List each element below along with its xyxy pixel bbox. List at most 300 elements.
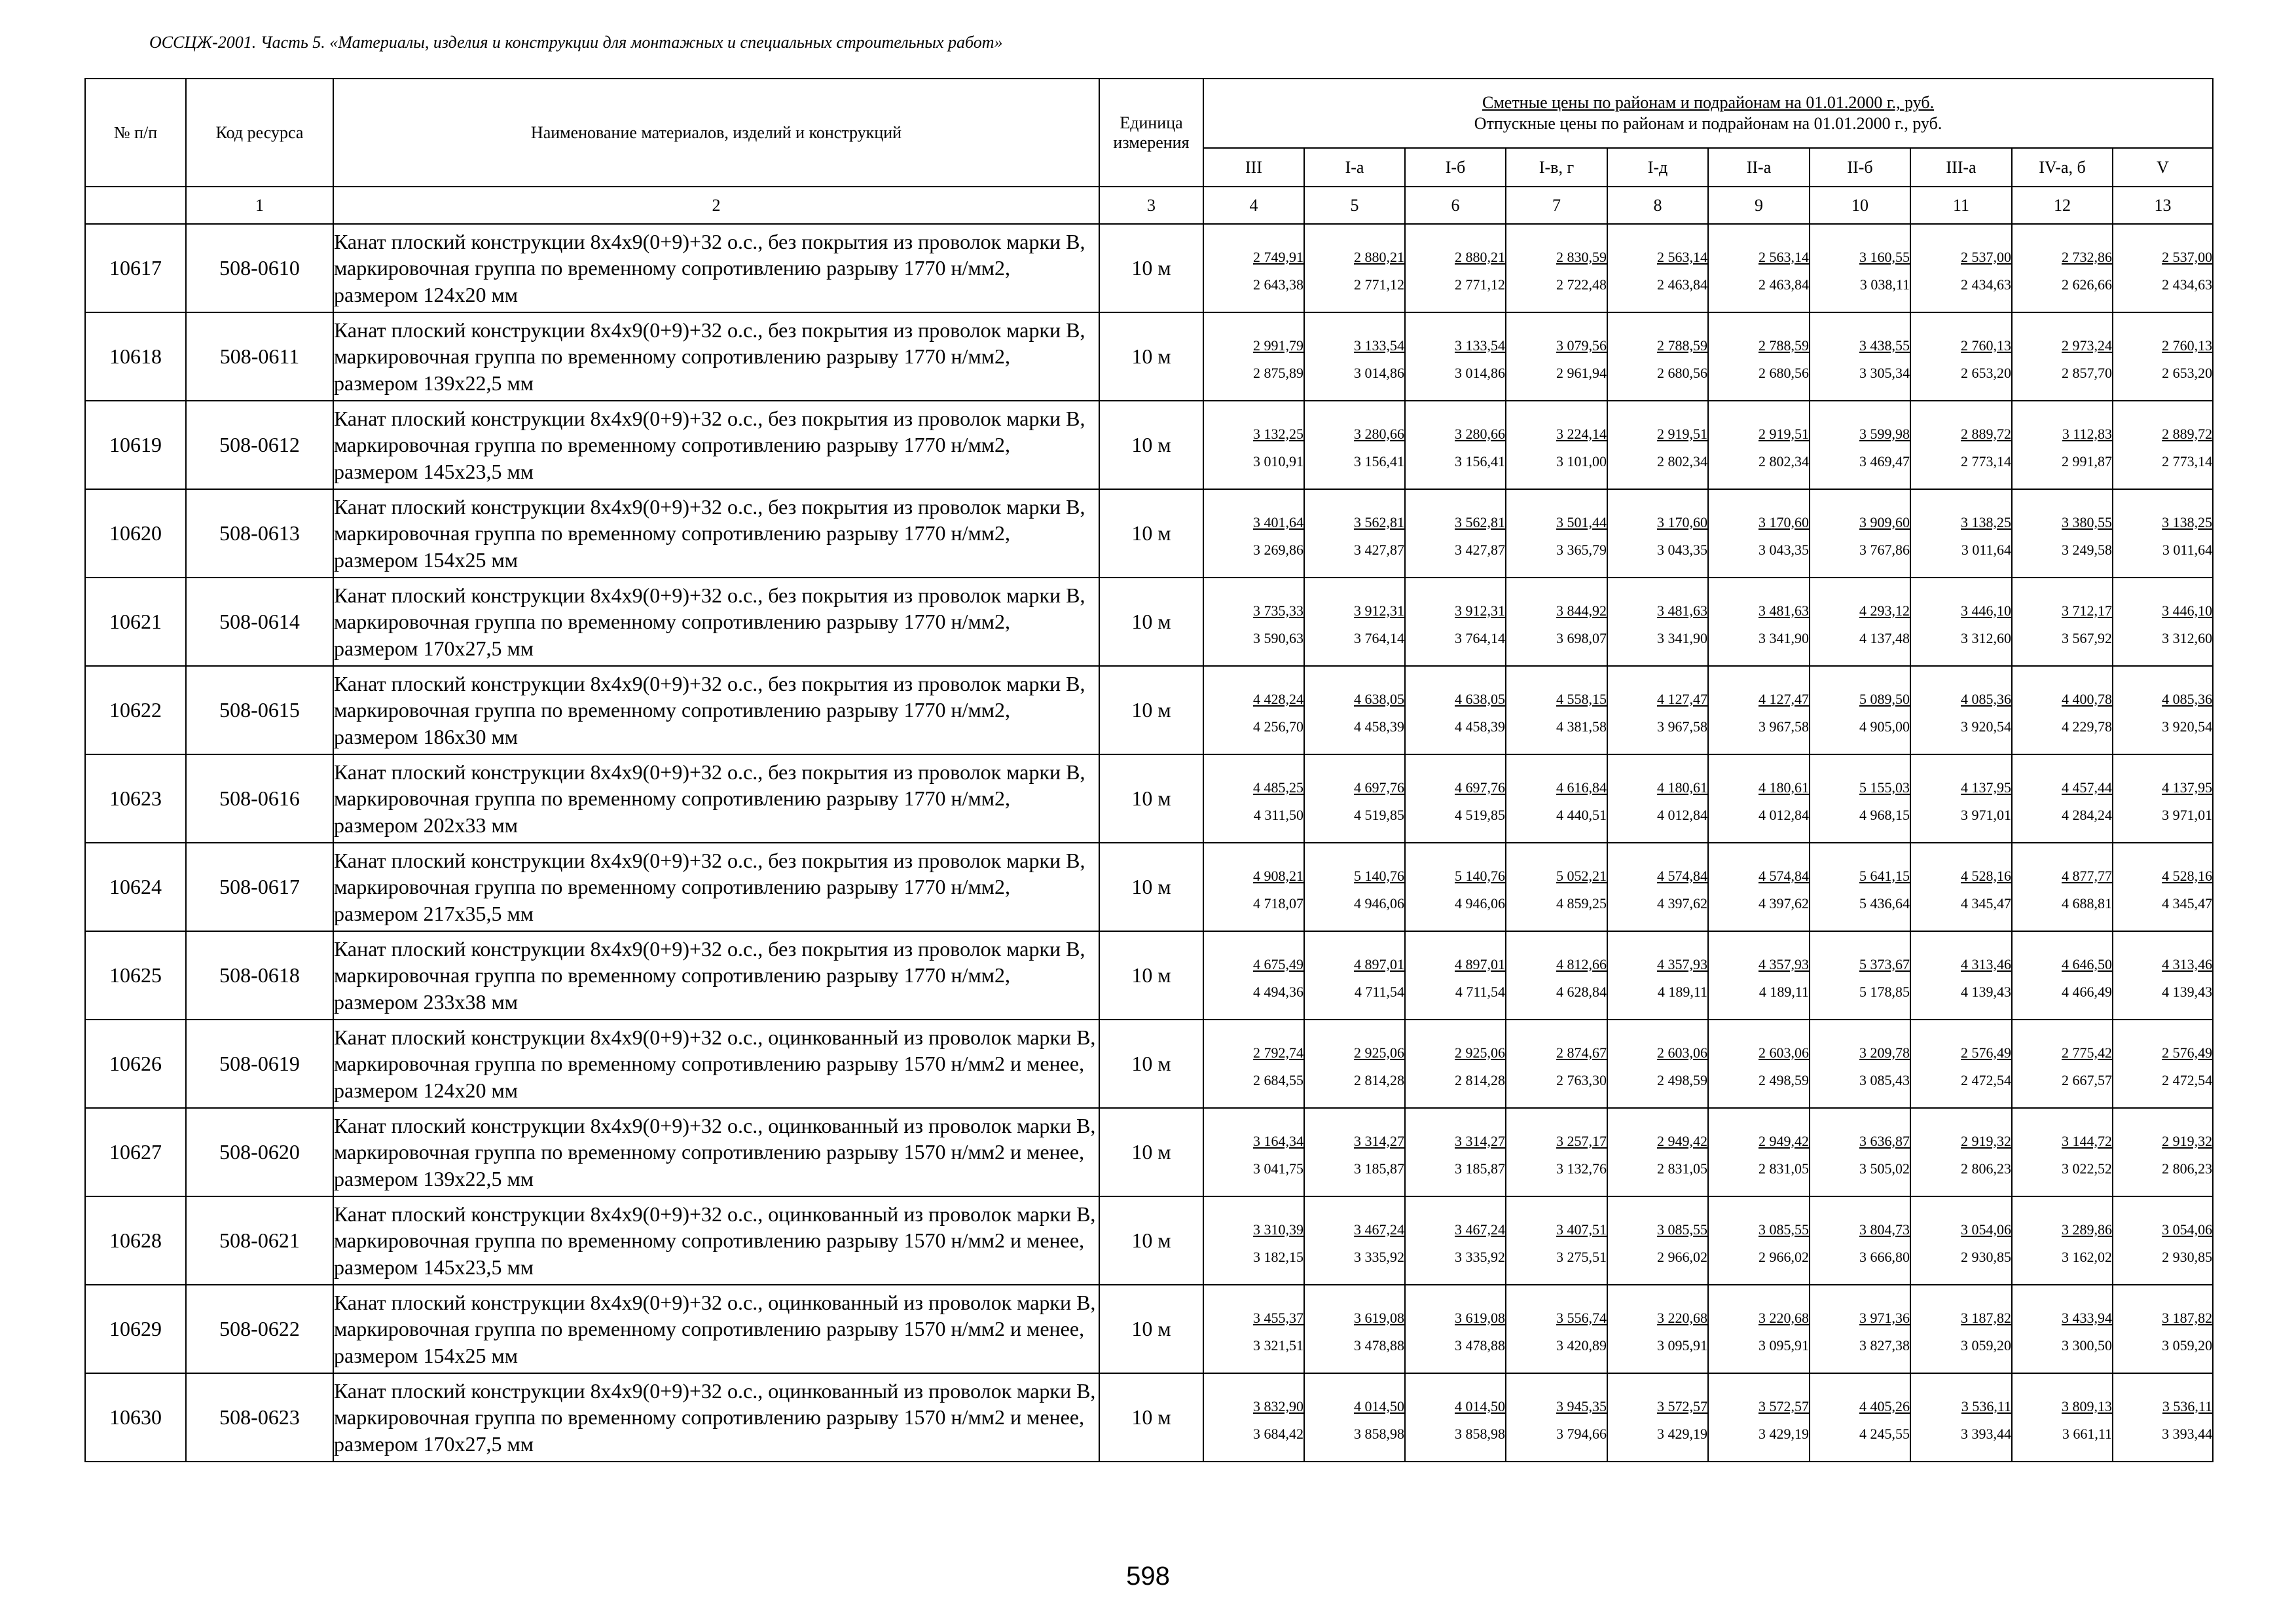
resource-code: 508-0620 [186,1108,333,1196]
price-cell [1708,754,1810,843]
price-cell [1304,843,1405,931]
price-table [84,78,2214,1462]
release-price: 2 814,28 [1455,1071,1505,1088]
estimate-price: 4 014,50 [1455,1397,1505,1414]
price-cell [1203,312,1304,401]
release-price: 3 038,11 [1859,276,1910,293]
price-cell [1810,1020,1910,1108]
estimate-price: 4 908,21 [1253,867,1303,884]
price-cell [1607,401,1708,489]
col-header-region: III [1203,148,1304,187]
price-cell [1203,843,1304,931]
release-price: 3 661,11 [2062,1425,2112,1442]
estimate-price: 3 132,25 [1253,425,1303,442]
estimate-price: 3 735,33 [1253,602,1303,619]
release-price: 4 458,39 [1354,718,1404,735]
resource-code: 508-0617 [186,843,333,931]
col-number: 13 [2113,187,2213,224]
table-row [85,1196,2213,1285]
price-cell [1810,578,1910,666]
table-row [85,754,2213,843]
estimate-price: 2 576,49 [2162,1044,2213,1061]
estimate-price: 2 949,42 [1758,1132,1809,1149]
price-cell [1607,1108,1708,1196]
price-cell [1910,401,2012,489]
release-price: 4 711,54 [1354,983,1404,1000]
price-cell [1810,1108,1910,1196]
price-cell [1910,1196,2012,1285]
estimate-price: 4 180,61 [1758,779,1809,796]
estimate-price: 3 220,68 [1657,1309,1707,1326]
price-cell [1910,224,2012,312]
estimate-price: 2 749,91 [1253,248,1303,265]
price-cell [1607,931,1708,1020]
estimate-price: 3 170,60 [1657,513,1707,530]
material-name: Канат плоский конструкции 8х4х9(0+9)+32 о.с., без покрытия из проволок марки В, маркировочная группа по временному сопротивлению разрыву 1770 н/мм2, размером 186х30 мм [333,666,1099,754]
price-cell [1405,754,1506,843]
estimate-price: 3 912,31 [1455,602,1505,619]
estimate-price: 4 897,01 [1455,955,1505,972]
release-price: 2 875,89 [1253,364,1303,381]
estimate-price: 4 428,24 [1253,690,1303,707]
price-cell [1506,224,1607,312]
release-price: 3 132,76 [1556,1160,1607,1177]
release-price: 3 858,98 [1455,1425,1505,1442]
estimate-price: 3 971,36 [1859,1309,1910,1326]
release-price: 3 767,86 [1859,541,1910,558]
price-cell [1910,1108,2012,1196]
estimate-price: 3 501,44 [1556,513,1607,530]
price-cell [2113,754,2213,843]
price-cell [1810,401,1910,489]
table-row [85,489,2213,578]
release-price: 4 139,43 [2162,983,2213,1000]
release-price: 3 059,20 [1961,1337,2011,1354]
price-cell [1810,666,1910,754]
price-cell [1506,1373,1607,1462]
price-cell [1203,1373,1304,1462]
release-price: 2 653,20 [1961,364,2011,381]
estimate-price: 3 079,56 [1556,337,1607,354]
release-price: 3 764,14 [1455,629,1505,646]
release-price: 2 857,70 [2062,364,2112,381]
release-price: 3 666,80 [1859,1248,1910,1265]
estimate-price: 3 536,11 [1961,1397,2011,1414]
resource-code: 508-0623 [186,1373,333,1462]
unit-of-measure: 10 м [1099,843,1203,931]
price-cell [1910,666,2012,754]
resource-code: 508-0622 [186,1285,333,1373]
release-price: 2 498,59 [1758,1071,1809,1088]
col-header-region: I-б [1405,148,1506,187]
release-price: 2 463,84 [1657,276,1707,293]
price-cell [1203,489,1304,578]
estimate-price: 3 289,86 [2062,1221,2112,1238]
estimate-price: 3 310,39 [1253,1221,1303,1238]
release-price: 3 684,42 [1253,1425,1303,1442]
release-price: 4 284,24 [2062,806,2112,823]
resource-code: 508-0618 [186,931,333,1020]
material-name: Канат плоский конструкции 8х4х9(0+9)+32 о.с., оцинкованный из проволок марки В, маркировочная группа по временному сопротивлению разрыву 1570 н/мм2 и менее, размером 170х27,5 мм [333,1373,1099,1462]
estimate-price: 5 140,76 [1354,867,1404,884]
release-price: 3 920,54 [2162,718,2213,735]
estimate-price: 2 880,21 [1354,248,1404,265]
col-header-region: III-а [1910,148,2012,187]
price-cell [1203,1285,1304,1373]
estimate-price: 3 832,90 [1253,1397,1303,1414]
price-cell [1506,489,1607,578]
release-price: 2 814,28 [1354,1071,1404,1088]
estimate-price: 2 788,59 [1657,337,1707,354]
estimate-price: 4 014,50 [1354,1397,1404,1414]
estimate-price: 2 603,06 [1657,1044,1707,1061]
price-cell [1910,1020,2012,1108]
resource-code: 508-0610 [186,224,333,312]
unit-of-measure: 10 м [1099,224,1203,312]
price-cell [1506,401,1607,489]
price-cell [1405,578,1506,666]
price-cell [1607,1373,1708,1462]
release-price: 3 014,86 [1455,364,1505,381]
release-price: 3 085,43 [1859,1071,1910,1088]
price-cell [2113,1196,2213,1285]
table-row [85,1020,2213,1108]
release-price: 4 968,15 [1859,806,1910,823]
price-cell [2012,1285,2113,1373]
estimate-price: 2 919,32 [1961,1132,2011,1149]
table-row [85,666,2213,754]
price-cell [1910,312,2012,401]
release-price: 3 335,92 [1455,1248,1505,1265]
release-price: 4 311,50 [1253,806,1303,823]
estimate-price: 4 457,44 [2062,779,2112,796]
estimate-price: 3 844,92 [1556,602,1607,619]
price-cell [1910,1285,2012,1373]
estimate-price: 3 407,51 [1556,1221,1607,1238]
price-cell [1708,489,1810,578]
col-header-region: II-а [1708,148,1810,187]
estimate-price: 2 537,00 [2162,248,2213,265]
estimate-price: 3 187,82 [2162,1309,2213,1326]
price-cell [1506,931,1607,1020]
release-price: 4 859,25 [1556,895,1607,912]
release-price: 4 012,84 [1657,806,1707,823]
estimate-price: 2 563,14 [1758,248,1809,265]
estimate-price: 3 085,55 [1758,1221,1809,1238]
price-cell [1304,1108,1405,1196]
page-header: ОССЦЖ-2001. Часть 5. «Материалы, изделия и конструкции для монтажных и специальных строительных работ» [149,33,1003,52]
release-price: 3 469,47 [1859,452,1910,470]
resource-code: 508-0615 [186,666,333,754]
release-price: 2 802,34 [1758,452,1809,470]
price-cell [1910,931,2012,1020]
price-cell [1810,931,1910,1020]
price-cell [1607,224,1708,312]
release-price: 2 434,63 [1961,276,2011,293]
estimate-price: 3 280,66 [1455,425,1505,442]
release-price: 2 831,05 [1758,1160,1809,1177]
release-price: 4 397,62 [1657,895,1707,912]
col-header-region: II-б [1810,148,1910,187]
price-cell [1708,666,1810,754]
release-price: 4 256,70 [1253,718,1303,735]
release-price: 3 505,02 [1859,1160,1910,1177]
release-price: 4 519,85 [1455,806,1505,823]
estimate-price: 3 556,74 [1556,1309,1607,1326]
estimate-price: 3 112,83 [2062,425,2112,442]
price-cell [2012,666,2113,754]
unit-of-measure: 10 м [1099,754,1203,843]
release-price: 2 722,48 [1556,276,1607,293]
price-cell [1506,843,1607,931]
price-cell [2012,931,2113,1020]
release-price: 2 773,14 [2162,452,2213,470]
material-name: Канат плоский конструкции 8х4х9(0+9)+32 о.с., без покрытия из проволок марки В, маркировочная группа по временному сопротивлению разрыву 1770 н/мм2, размером 145х23,5 мм [333,401,1099,489]
price-cell [1203,931,1304,1020]
release-price: 3 059,20 [2162,1337,2213,1354]
estimate-price: 2 949,42 [1657,1132,1707,1149]
estimate-price: 3 572,57 [1657,1397,1707,1414]
estimate-price: 3 054,06 [1961,1221,2011,1238]
material-name: Канат плоский конструкции 8х4х9(0+9)+32 о.с., без покрытия из проволок марки В, маркировочная группа по временному сопротивлению разрыву 1770 н/мм2, размером 124х20 мм [333,224,1099,312]
estimate-price: 4 616,84 [1556,779,1607,796]
row-number: 10625 [85,931,186,1020]
price-cell [1910,843,2012,931]
price-cell [2012,1020,2113,1108]
price-cell [1708,843,1810,931]
release-price: 3 393,44 [2162,1425,2213,1442]
row-number: 10629 [85,1285,186,1373]
release-price: 3 794,66 [1556,1425,1607,1442]
price-cell [1203,224,1304,312]
release-price: 4 229,78 [2062,718,2112,735]
price-cell [2113,931,2213,1020]
unit-of-measure: 10 м [1099,1020,1203,1108]
release-price: 4 381,58 [1556,718,1607,735]
col-header-region: I-в, г [1506,148,1607,187]
release-price: 2 643,38 [1253,276,1303,293]
estimate-price: 2 919,51 [1657,425,1707,442]
estimate-price: 3 280,66 [1354,425,1404,442]
material-name: Канат плоский конструкции 8х4х9(0+9)+32 о.с., без покрытия из проволок марки В, маркировочная группа по временному сопротивлению разрыву 1770 н/мм2, размером 202х33 мм [333,754,1099,843]
release-price: 2 653,20 [2162,364,2213,381]
release-price: 3 827,38 [1859,1337,1910,1354]
material-name: Канат плоский конструкции 8х4х9(0+9)+32 о.с., оцинкованный из проволок марки В, маркировочная группа по временному сопротивлению разрыву 1570 н/мм2 и менее, размером 145х23,5 мм [333,1196,1099,1285]
release-price: 2 771,12 [1354,276,1404,293]
release-price: 3 393,44 [1961,1425,2011,1442]
row-number: 10623 [85,754,186,843]
release-price: 3 156,41 [1354,452,1404,470]
estimate-price: 3 945,35 [1556,1397,1607,1414]
estimate-price: 3 380,55 [2062,513,2112,530]
estimate-price: 2 788,59 [1758,337,1809,354]
table-row [85,312,2213,401]
price-cell [2012,1373,2113,1462]
price-cell [2113,401,2213,489]
release-price: 2 472,54 [2162,1071,2213,1088]
price-cell [1506,1108,1607,1196]
row-number: 10626 [85,1020,186,1108]
price-cell [1506,1196,1607,1285]
estimate-price: 4 877,77 [2062,867,2112,884]
price-cell [1304,1020,1405,1108]
estimate-price: 3 133,54 [1455,337,1505,354]
price-cell [1405,1373,1506,1462]
resource-code: 508-0616 [186,754,333,843]
release-price: 3 920,54 [1961,718,2011,735]
price-cell [1304,489,1405,578]
release-price: 3 011,64 [2162,541,2213,558]
price-cell [1203,1020,1304,1108]
material-name: Канат плоский конструкции 8х4х9(0+9)+32 о.с., без покрытия из проволок марки В, маркировочная группа по временному сопротивлению разрыву 1770 н/мм2, размером 217х35,5 мм [333,843,1099,931]
estimate-price: 2 874,67 [1556,1044,1607,1061]
estimate-price: 2 919,51 [1758,425,1809,442]
price-cell [1607,1196,1708,1285]
price-cell [1607,754,1708,843]
estimate-price: 5 052,21 [1556,867,1607,884]
row-number: 10622 [85,666,186,754]
table-header [85,79,2213,224]
row-number: 10627 [85,1108,186,1196]
col-header-code: Код ресурса [186,79,333,187]
release-price: 4 345,47 [2162,895,2213,912]
price-cell [1810,1285,1910,1373]
estimate-price: 4 400,78 [2062,690,2112,707]
col-number: 10 [1810,187,1910,224]
estimate-price: 4 675,49 [1253,955,1303,972]
estimate-price: 5 140,76 [1455,867,1505,884]
release-price: 3 420,89 [1556,1337,1607,1354]
release-price: 4 946,06 [1354,895,1404,912]
estimate-price: 4 085,36 [1961,690,2011,707]
estimate-price: 3 138,25 [2162,513,2213,530]
estimate-price: 2 925,06 [1354,1044,1404,1061]
price-cell [1810,843,1910,931]
release-price: 3 321,51 [1253,1337,1303,1354]
estimate-price: 3 433,94 [2062,1309,2112,1326]
estimate-price: 3 138,25 [1961,513,2011,530]
estimate-price: 4 180,61 [1657,779,1707,796]
release-price: 3 478,88 [1354,1337,1404,1354]
release-price: 3 182,15 [1253,1248,1303,1265]
release-price: 2 831,05 [1657,1160,1707,1177]
estimate-price: 5 155,03 [1859,779,1910,796]
table-row [85,843,2213,931]
estimate-price: 3 599,98 [1859,425,1910,442]
estimate-price: 3 054,06 [2162,1221,2213,1238]
release-price: 4 137,48 [1859,629,1910,646]
price-cell [1810,224,1910,312]
col-number: 8 [1607,187,1708,224]
resource-code: 508-0612 [186,401,333,489]
release-price: 3 014,86 [1354,364,1404,381]
material-name: Канат плоский конструкции 8х4х9(0+9)+32 о.с., без покрытия из проволок марки В, маркировочная группа по временному сопротивлению разрыву 1770 н/мм2, размером 170х27,5 мм [333,578,1099,666]
price-cell [2012,489,2113,578]
material-name: Канат плоский конструкции 8х4х9(0+9)+32 о.с., без покрытия из проволок марки В, маркировочная группа по временному сопротивлению разрыву 1770 н/мм2, размером 139х22,5 мм [333,312,1099,401]
price-cell [1708,312,1810,401]
release-price: 3 275,51 [1556,1248,1607,1265]
estimate-price: 2 919,32 [2162,1132,2213,1149]
estimate-price: 3 467,24 [1455,1221,1505,1238]
release-price: 2 966,02 [1657,1248,1707,1265]
release-price: 2 763,30 [1556,1071,1607,1088]
estimate-price: 3 257,17 [1556,1132,1607,1149]
table-row [85,1108,2213,1196]
row-number: 10624 [85,843,186,931]
estimate-price: 3 809,13 [2062,1397,2112,1414]
price-cell [2113,578,2213,666]
price-cell [1405,843,1506,931]
price-cell [1304,1373,1405,1462]
row-number: 10620 [85,489,186,578]
release-price: 3 101,00 [1556,452,1607,470]
estimate-price: 4 697,76 [1455,779,1505,796]
release-price: 3 429,19 [1758,1425,1809,1442]
estimate-price: 2 603,06 [1758,1044,1809,1061]
price-cell [1405,1020,1506,1108]
release-price: 4 345,47 [1961,895,2011,912]
table-row [85,931,2213,1020]
release-price: 2 463,84 [1758,276,1809,293]
estimate-price: 3 160,55 [1859,248,1910,265]
release-price: 4 519,85 [1354,806,1404,823]
price-cell [1708,401,1810,489]
release-price: 3 041,75 [1253,1160,1303,1177]
estimate-price: 4 812,66 [1556,955,1607,972]
estimate-price: 3 562,81 [1354,513,1404,530]
unit-of-measure: 10 м [1099,489,1203,578]
release-price: 4 397,62 [1758,895,1809,912]
unit-of-measure: 10 м [1099,1108,1203,1196]
price-cell [1810,754,1910,843]
estimate-price: 4 574,84 [1758,867,1809,884]
price-cell [1506,312,1607,401]
price-cell [2012,401,2113,489]
release-price: 2 434,63 [2162,276,2213,293]
estimate-price: 3 536,11 [2162,1397,2213,1414]
price-cell [1304,401,1405,489]
price-cell [1405,224,1506,312]
price-cell [1708,1108,1810,1196]
estimate-price: 5 089,50 [1859,690,1910,707]
col-number: 12 [2012,187,2113,224]
col-number: 4 [1203,187,1304,224]
estimate-price: 2 563,14 [1657,248,1707,265]
estimate-price: 4 638,05 [1455,690,1505,707]
col-header-prices [1203,79,2213,148]
price-cell [1304,931,1405,1020]
col-number: 6 [1405,187,1506,224]
col-number: 5 [1304,187,1405,224]
estimate-price: 4 127,47 [1657,690,1707,707]
release-price: 3 095,91 [1758,1337,1809,1354]
estimate-price: 4 137,95 [2162,779,2213,796]
estimate-price: 3 572,57 [1758,1397,1809,1414]
estimate-price: 3 209,78 [1859,1044,1910,1061]
price-cell [2113,312,2213,401]
estimate-price: 3 187,82 [1961,1309,2011,1326]
release-price: 3 043,35 [1758,541,1809,558]
price-cell [1607,578,1708,666]
price-cell [2012,224,2113,312]
estimate-price: 4 313,46 [2162,955,2213,972]
release-price: 2 806,23 [2162,1160,2213,1177]
price-cell [1810,312,1910,401]
price-cell [1203,666,1304,754]
release-price: 3 185,87 [1455,1160,1505,1177]
price-cell [1607,1285,1708,1373]
price-cell [1810,489,1910,578]
